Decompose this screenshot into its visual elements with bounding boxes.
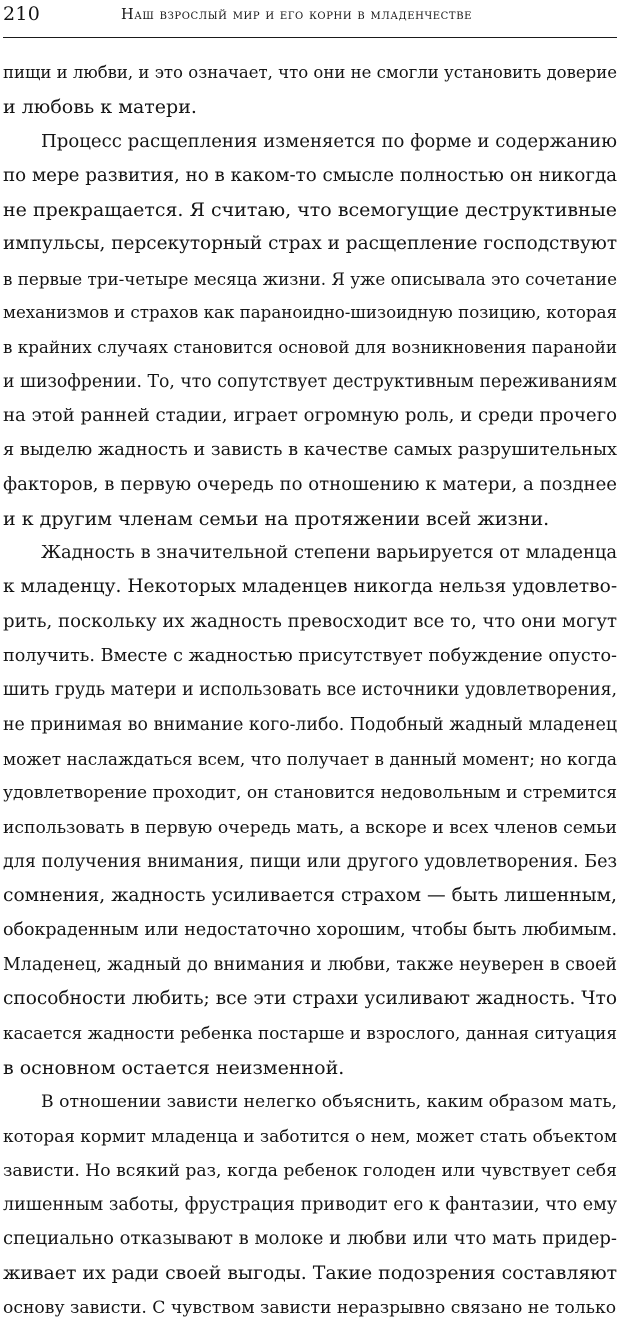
text-line: зависти. Но всякий раз, когда ребенок голоден или чувствует себя — [3, 1160, 617, 1181]
text-line: и любовь к матери. — [3, 96, 197, 119]
text-line: и шизофрении. То, что сопутствует деструктивным переживаниям — [3, 371, 617, 392]
text-line: импульсы, персекуторный страх и расщепление господствуют — [3, 233, 618, 255]
text-line: может наслаждаться всем, что получает в данный момент; но когда — [3, 748, 617, 769]
text-line: способности любить; все эти страхи усиливают жадность. Что — [3, 988, 617, 1010]
text-line: шить грудь матери и использовать все источники удовлетворения, — [3, 680, 617, 701]
text-line: использовать в первую очередь мать, а вскоре и всех членов семьи — [3, 817, 617, 838]
text-line: которая кормит младенца и заботится о нем, может стать объектом — [3, 1126, 617, 1147]
text-line: на этой ранней стадии, играет огромную роль, и среди прочего — [3, 404, 617, 426]
text-line: для получения внимания, пищи или другого удовлетворения. Без — [3, 851, 617, 872]
text-line: рить, поскольку их жадность превосходит все то, что они могут — [3, 610, 617, 632]
text-line: и к другим членам семьи на протяжении всей жизни. — [3, 507, 550, 530]
header-rule — [3, 37, 617, 38]
text-line: я выделю жадность и зависть в качестве самых разрушительных — [3, 440, 617, 461]
text-line: в основном остается неизменной. — [3, 1056, 345, 1079]
text-line: в крайних случаях становится основой для возникновения паранойи — [3, 337, 617, 358]
text-line: в первые три-четыре месяца жизни. Я уже описывала это сочетание — [3, 268, 617, 289]
text-line: Процесс расщепления изменяется по форме и содержанию — [41, 130, 617, 152]
text-line: получить. Вместе с жадностью присутствует побуждение опусто- — [3, 646, 617, 667]
paragraph — [3, 56, 617, 125]
paragraph — [3, 125, 617, 537]
running-head: Наш взрослый мир и его корни в младенчестве — [121, 7, 473, 23]
text-line: факторов, в первую очередь по отношению к матери, а позднее — [3, 473, 617, 495]
text-line: Жадность в значительной степени варьируется от младенца — [41, 542, 617, 564]
page-number: 210 — [3, 3, 41, 25]
text-line: к младенцу. Некоторых младенцев никогда нельзя удовлетво- — [3, 576, 618, 598]
paragraph — [3, 536, 617, 1085]
text-line: удовлетворение проходит, он становится недовольным и стремится — [3, 783, 617, 804]
text-line: В отношении зависти нелегко объяснить, каким образом мать, — [41, 1091, 617, 1112]
text-line: касается жадности ребенка постарше и взрослого, данная ситуация — [3, 1023, 617, 1044]
text-line: сомнения, жадность усиливается страхом — быть лишенным, — [3, 885, 617, 907]
text-line: основу зависти. С чувством зависти неразрывно связано не только — [3, 1297, 617, 1318]
page-header — [3, 0, 617, 42]
text-line: не принимая во внимание кого-либо. Подобный жадный младенец — [3, 714, 617, 735]
text-line: по мере развития, но в каком-то смысле полностью он никогда — [3, 164, 618, 186]
text-line: механизмов и страхов как параноидно-шизоидную позицию, которая — [3, 303, 617, 323]
text-line: живает их ради своей выгоды. Такие подозрения составляют — [3, 1262, 618, 1285]
paragraph — [3, 1085, 617, 1325]
text-line: обокраденным или недостаточно хорошим, чтобы быть любимым. — [3, 920, 617, 941]
text-line: пищи и любви, и это означает, что они не смогли установить доверие — [3, 63, 617, 82]
text-line: специально отказывают в молоке и любви или что мать придер- — [3, 1228, 617, 1250]
body-text — [3, 56, 617, 1325]
text-line: не прекращается. Я считаю, что всемогущие деструктивные — [3, 199, 617, 222]
text-line: Младенец, жадный до внимания и любви, также неуверен в своей — [3, 954, 617, 975]
text-line: лишенным заботы, фрустрация приводит его к фантазии, что ему — [3, 1194, 617, 1215]
